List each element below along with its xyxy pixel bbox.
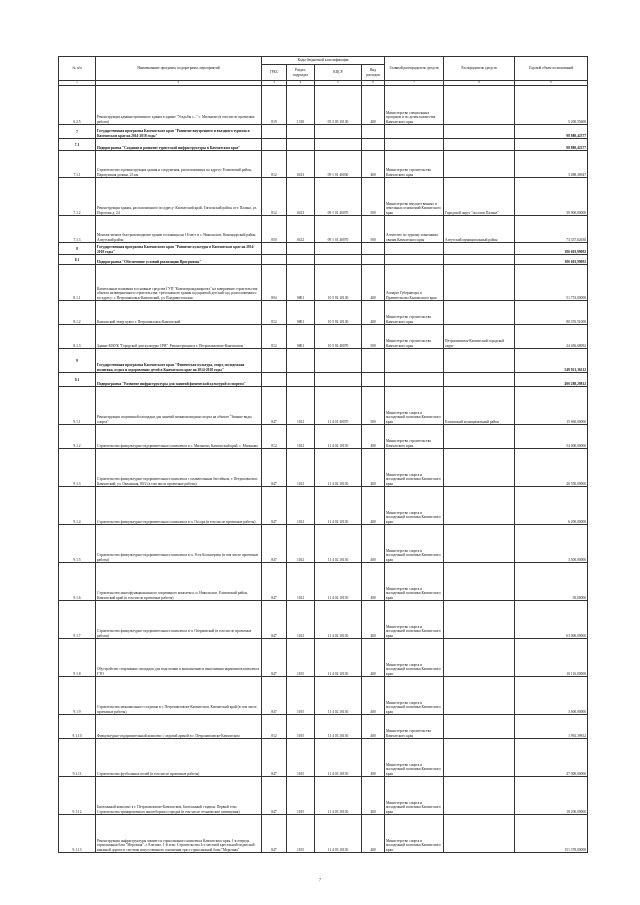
row-recipient <box>444 301 515 325</box>
row-name: Обустройство спортивных площадок для подготовки к выполнению и выполнения нормативов комплекса ГТО <box>96 639 262 677</box>
header-csr: КЦСР <box>315 65 362 81</box>
row-number: 8.1.1 <box>59 265 96 301</box>
row-number: 9.1.2 <box>59 425 96 449</box>
row-number: 7.1 <box>59 139 96 151</box>
row-main-manager: Министерство имущественных и земельных отношений Камчатского края <box>385 178 444 216</box>
row-main-manager: Министерство спорта и молодежной политики Камчатского края <box>385 739 444 777</box>
row-total: 1 992,39812 <box>515 715 588 739</box>
row-name: Камчатский театр кукол г. Петропавловск-Камчатский <box>96 301 262 325</box>
header-grbs: ГРБС <box>262 65 287 81</box>
table-row <box>59 139 588 151</box>
table-body <box>59 86 588 853</box>
row-vr: 400 <box>362 815 385 853</box>
row-csr: 11 4 02 10130 <box>315 677 362 715</box>
header-total: Годовой объем ассигнований <box>515 57 588 81</box>
row-grbs <box>262 139 287 151</box>
row-total: 73 357,02630 <box>515 216 588 243</box>
row-name: Государственная программа Камчатского края "Физическая культура, спорт, молодежная политика, отдых и оздоровление детей в Камчатском крае на 2014-2018 годы" <box>96 349 262 373</box>
row-total: 6 200,00000 <box>515 487 588 525</box>
row-grbs: 804 <box>262 265 287 301</box>
table-row <box>59 777 588 815</box>
row-grbs <box>262 349 287 373</box>
row-grbs: 847 <box>262 601 287 639</box>
row-grbs: 850 <box>262 216 287 243</box>
table-row <box>59 178 588 216</box>
row-total: 30 900,00000 <box>515 178 588 216</box>
row-grbs: 847 <box>262 639 287 677</box>
row-recipient <box>444 349 515 373</box>
row-name: Строительство физкультурно-оздоровительного комплекса в с. Мильково, Камчатский край, с. Мильково <box>96 425 262 449</box>
row-name: Строительство и реконструкция здания и сооружения, расположенных по адресу: Елизовский район, Паратунская долина, 23 км <box>96 151 262 178</box>
row-csr <box>315 139 362 151</box>
col-number: 6 <box>362 81 385 86</box>
row-number: 7.1.2 <box>59 178 96 216</box>
row-total: 490 288,29812 <box>515 373 588 387</box>
row-name: Подпрограмма "Обеспечение условий реализации Программы" <box>96 255 262 265</box>
row-vr: 400 <box>362 563 385 601</box>
row-number: 7 <box>59 125 96 139</box>
row-grbs: 847 <box>262 563 287 601</box>
row-csr: 11 4 03 10130 <box>315 777 362 815</box>
row-number: 7.1.1 <box>59 151 96 178</box>
row-vr: 400 <box>362 601 385 639</box>
row-name: Строительство физкультурно-оздоровительного комплекса в п. Усть-Большерецк (в том числе проектные работы) <box>96 525 262 563</box>
table-row <box>59 639 588 677</box>
row-recipient <box>444 715 515 739</box>
row-number: 9 <box>59 349 96 373</box>
row-csr: 10 5 02 10130 <box>315 301 362 325</box>
col-number: 4 <box>287 81 315 86</box>
row-main-manager: Министерство спорта и молодежной политики Камчатского края <box>385 815 444 853</box>
row-rzpr <box>287 139 315 151</box>
row-total: 47 000,00000 <box>515 739 588 777</box>
row-number: 9.1.13 <box>59 815 96 853</box>
row-grbs: 847 <box>262 449 287 487</box>
row-total: 15 660,00000 <box>515 387 588 425</box>
row-main-manager: Министерство строительства Камчатского края <box>385 325 444 349</box>
row-number: 9.1.10 <box>59 715 96 739</box>
row-number: 9.1.5 <box>59 525 96 563</box>
table-row <box>59 425 588 449</box>
row-csr: 11 4 02 10130 <box>315 449 362 487</box>
row-csr <box>315 255 362 265</box>
row-name: Монтаж-мелкое быстровозводимое здание гостиницы на 18 мест в с. Никольское, Командорский район, Алеутский район <box>96 216 262 243</box>
row-vr: 500 <box>362 216 385 243</box>
row-rzpr: 1105 <box>287 739 315 777</box>
table-row <box>59 563 588 601</box>
row-csr: 09 1 01 40030 <box>315 151 362 178</box>
row-rzpr: 0801 <box>287 265 315 301</box>
row-total: 3 500,00000 <box>515 525 588 563</box>
row-recipient <box>444 139 515 151</box>
row-recipient <box>444 739 515 777</box>
header-main-manager: Главный распорядитель средств <box>385 57 444 81</box>
row-recipient <box>444 151 515 178</box>
header-rzpr: Раздел, подраздел <box>287 65 315 81</box>
row-recipient <box>444 255 515 265</box>
row-rzpr: 0413 <box>287 178 315 216</box>
row-number: 9.1 <box>59 373 96 387</box>
row-main-manager: Министерство строительства Камчатского края <box>385 715 444 739</box>
table-row <box>59 86 588 125</box>
row-total: 24 456,68092 <box>515 325 588 349</box>
row-vr: 400 <box>362 777 385 815</box>
table-row <box>59 815 588 853</box>
col-number: 5 <box>315 81 362 86</box>
row-total: 80 476,51000 <box>515 301 588 325</box>
row-grbs: 812 <box>262 178 287 216</box>
row-grbs: 819 <box>262 86 287 125</box>
row-name: Государственная программа Камчатского края "Развитие внутреннего и въездного туризма в Камчатском крае на 2014-2018 годы" <box>96 125 262 139</box>
row-rzpr: 0801 <box>287 301 315 325</box>
row-recipient: Петропавловск-Камчатский городской округ <box>444 325 515 349</box>
row-vr: 400 <box>362 425 385 449</box>
table-row <box>59 677 588 715</box>
row-rzpr: 1105 <box>287 677 315 715</box>
row-grbs: 812 <box>262 325 287 349</box>
table-row <box>59 349 588 373</box>
table-row <box>59 265 588 301</box>
row-number: 9.1.8 <box>59 639 96 677</box>
row-csr <box>315 125 362 139</box>
row-csr: 11 4 02 10130 <box>315 563 362 601</box>
col-number: 8 <box>444 81 515 86</box>
row-rzpr <box>287 349 315 373</box>
row-name: Реконструкция спортивной площадки для занятий зимними видами спорта на объекте "Зимние виды спорта" <box>96 387 262 425</box>
table-row <box>59 151 588 178</box>
row-name: Подпрограмма "Создание и развитие туристской инфраструктуры в Камчатском крае" <box>96 139 262 151</box>
document-page <box>58 56 587 853</box>
row-csr: 11 4 03 10130 <box>315 739 362 777</box>
row-total: 186 603,99092 <box>515 255 588 265</box>
row-main-manager: Агентство по туризму и внешним связям Камчатского края <box>385 216 444 243</box>
row-main-manager: Министерство строительства Камчатского края <box>385 425 444 449</box>
row-recipient <box>444 487 515 525</box>
row-number: 9.1.12 <box>59 777 96 815</box>
row-name: Биатлонный комплекс в г. Петропавловске-Камчатском, Биатлонный стадион. Первый этап. Строительство тренировочного многоборного городка (в том числе технические помещения) <box>96 777 262 815</box>
row-csr: 11 4 03 10130 <box>315 815 362 853</box>
row-vr: 400 <box>362 301 385 325</box>
row-grbs <box>262 125 287 139</box>
row-vr <box>362 349 385 373</box>
row-csr <box>315 373 362 387</box>
row-number: 8.1.3 <box>59 325 96 349</box>
row-recipient: Елизовский муниципальный район <box>444 387 515 425</box>
row-total: 3 600,00000 <box>515 677 588 715</box>
row-recipient <box>444 563 515 601</box>
table-row <box>59 255 588 265</box>
row-vr <box>362 373 385 387</box>
row-number: 7.1.3 <box>59 216 96 243</box>
row-total: 54 000,00000 <box>515 425 588 449</box>
row-number: 9.1.9 <box>59 677 96 715</box>
row-recipient <box>444 86 515 125</box>
row-total: 3 488,36947 <box>515 151 588 178</box>
row-recipient <box>444 815 515 853</box>
row-vr: 400 <box>362 449 385 487</box>
row-number: 9.1.1 <box>59 387 96 425</box>
row-csr: 11 4 01 40070 <box>315 387 362 425</box>
table-row <box>59 301 588 325</box>
row-grbs: 847 <box>262 487 287 525</box>
row-csr: 05 3 05 10130 <box>315 86 362 125</box>
col-number: 7 <box>385 81 444 86</box>
row-number: 9.1.7 <box>59 601 96 639</box>
row-rzpr: 1105 <box>287 639 315 677</box>
header-no: № п/п <box>59 57 96 81</box>
row-csr: 10 5 02 10130 <box>315 265 362 301</box>
row-recipient <box>444 449 515 487</box>
row-total: 98 880,42377 <box>515 139 588 151</box>
header-recipient: Распорядитель средств <box>444 57 515 81</box>
page-number: 7 <box>319 877 321 882</box>
table-row <box>59 125 588 139</box>
header-vr: Вид расходов <box>362 65 385 81</box>
row-recipient <box>444 777 515 815</box>
row-rzpr: 1102 <box>287 387 315 425</box>
row-rzpr <box>287 243 315 255</box>
row-rzpr: 1105 <box>287 815 315 853</box>
row-vr: 500 <box>362 178 385 216</box>
row-vr <box>362 125 385 139</box>
table-row <box>59 739 588 777</box>
row-vr <box>362 255 385 265</box>
table-row <box>59 387 588 425</box>
row-rzpr: 1310 <box>287 86 315 125</box>
row-csr: 10 5 02 40070 <box>315 325 362 349</box>
row-name: Здание МАУК "Городской дом культуры СРВ". Реконструкция в г. Петропавловске-Камчатском <box>96 325 262 349</box>
row-vr: 400 <box>362 525 385 563</box>
row-name: Строительство физкультурно-оздоровительного комплекса с плавательным бассейном, г. Петропавловск-Камчатский, ул. Океанская, 80/2 (в том числе проектные работы) <box>96 449 262 487</box>
row-main-manager: Министерство спорта и молодежной политики Камчатского края <box>385 677 444 715</box>
row-recipient <box>444 373 515 387</box>
row-name: Реконструкция административного здания в здание "Усадьбы с..." с. Мильково (в том числе проектные работы) <box>96 86 262 125</box>
row-main-manager <box>385 373 444 387</box>
row-name: Реконструкция здания, расположенного по адресу: Камчатский край, Тигильский район, пгт. Палана, ул. Поротова д. 24 <box>96 178 262 216</box>
row-number: 9.1.3 <box>59 449 96 487</box>
row-main-manager <box>385 255 444 265</box>
row-vr: 400 <box>362 739 385 777</box>
row-number: 9.1.11 <box>59 739 96 777</box>
row-main-manager: Министерство строительства Камчатского края <box>385 151 444 178</box>
row-recipient <box>444 525 515 563</box>
row-grbs: 847 <box>262 777 287 815</box>
row-recipient <box>444 265 515 301</box>
row-csr: 11 4 03 10130 <box>315 715 362 739</box>
col-number: 1 <box>59 81 96 86</box>
row-grbs: 847 <box>262 525 287 563</box>
row-csr: 09 1 01 40070 <box>315 178 362 216</box>
row-vr: 400 <box>362 487 385 525</box>
row-grbs: 812 <box>262 715 287 739</box>
row-name: Капитальные вложения в основные средства ГУП "Камчатгражданпроект" на завершение строительства объекта незавершенного строительства: трехэтажного здания под краевой детский сад, расположенного по адресу: г. Петропавловск-Камчатский, ул. Владивостокская <box>96 265 262 301</box>
table-row <box>59 449 588 487</box>
row-main-manager: Министерство спорта и молодежной политики Камчатского края <box>385 639 444 677</box>
row-total: 5 200,55600 <box>515 86 588 125</box>
row-csr: 11 4 02 10130 <box>315 487 362 525</box>
row-grbs <box>262 243 287 255</box>
table-row <box>59 601 588 639</box>
row-number: 9.1.4 <box>59 487 96 525</box>
row-total: 548 921,36312 <box>515 349 588 373</box>
row-csr: 11 4 02 10130 <box>315 525 362 563</box>
col-number: 2 <box>96 81 262 86</box>
row-main-manager: Министерство спорта и молодежной политики Камчатского края <box>385 601 444 639</box>
table-row <box>59 243 588 255</box>
row-main-manager: Министерство спорта и молодежной политики Камчатского края <box>385 387 444 425</box>
row-main-manager: Министерство специальных программ и по делам казачества Камчатского края <box>385 86 444 125</box>
row-number: 8.1.2 <box>59 301 96 325</box>
header-codes-group: Коды бюджетной классификации <box>262 57 385 65</box>
row-main-manager <box>385 349 444 373</box>
row-rzpr: 0801 <box>287 325 315 349</box>
row-main-manager: Аппарат Губернатора и Правительства Камчатского края <box>385 265 444 301</box>
row-grbs: 812 <box>262 301 287 325</box>
row-vr: 400 <box>362 639 385 677</box>
table-row <box>59 487 588 525</box>
row-recipient <box>444 425 515 449</box>
row-rzpr: 0412 <box>287 216 315 243</box>
row-name: Строительство межшкольного стадиона в г. Петропавловске-Камчатском, Камчатский край (в том числе проектные работы) <box>96 677 262 715</box>
row-total: 63 000,00000 <box>515 601 588 639</box>
row-csr: 11 4 02 10130 <box>315 425 362 449</box>
row-recipient <box>444 677 515 715</box>
row-csr <box>315 349 362 373</box>
row-recipient <box>444 639 515 677</box>
row-total: 51 753,00000 <box>515 265 588 301</box>
row-rzpr <box>287 125 315 139</box>
row-grbs: 812 <box>262 151 287 178</box>
row-rzpr: 1105 <box>287 715 315 739</box>
row-rzpr: 1105 <box>287 777 315 815</box>
row-vr: 400 <box>362 151 385 178</box>
row-recipient <box>444 125 515 139</box>
row-grbs: 847 <box>262 739 287 777</box>
row-csr: 11 4 02 10130 <box>315 601 362 639</box>
table-row <box>59 373 588 387</box>
row-total: 151 378,00000 <box>515 815 588 853</box>
row-total: 186 603,99092 <box>515 243 588 255</box>
row-main-manager <box>385 125 444 139</box>
col-number: 9 <box>515 81 588 86</box>
row-total: 50,00000 <box>515 563 588 601</box>
row-rzpr: 1102 <box>287 449 315 487</box>
row-number: 9.1.6 <box>59 563 96 601</box>
row-vr <box>362 139 385 151</box>
row-number: 8 <box>59 243 96 255</box>
row-csr <box>315 243 362 255</box>
row-vr: 400 <box>362 86 385 125</box>
row-vr: 400 <box>362 677 385 715</box>
row-main-manager: Министерство строительства Камчатского края <box>385 301 444 325</box>
row-rzpr: 1102 <box>287 425 315 449</box>
row-grbs: 812 <box>262 425 287 449</box>
row-main-manager: Министерство спорта и молодежной политики Камчатского края <box>385 563 444 601</box>
row-vr: 500 <box>362 387 385 425</box>
table-row <box>59 216 588 243</box>
row-rzpr: 0413 <box>287 151 315 178</box>
row-main-manager: Министерство спорта и молодежной политики Камчатского края <box>385 449 444 487</box>
row-total: 46 550,00000 <box>515 449 588 487</box>
row-name: Государственная программа Камчатского края "Развитие культуры в Камчатском крае на 2014-2018 годы" <box>96 243 262 255</box>
row-total: 98 880,42377 <box>515 125 588 139</box>
row-grbs: 847 <box>262 677 287 715</box>
table-row <box>59 525 588 563</box>
row-grbs: 847 <box>262 387 287 425</box>
row-name: Строительство физкультурно-оздоровительного комплекса в п. Оссора (в том числе проектные работы) <box>96 487 262 525</box>
row-rzpr: 1102 <box>287 525 315 563</box>
row-name: Строительство футбольных полей (в том числе проектные работы) <box>96 739 262 777</box>
row-total: 10 116,00000 <box>515 639 588 677</box>
row-number: 8.1 <box>59 255 96 265</box>
row-rzpr: 1102 <box>287 487 315 525</box>
row-main-manager: Министерство спорта и молодежной политики Камчатского края <box>385 525 444 563</box>
row-grbs: 847 <box>262 815 287 853</box>
row-rzpr: 1102 <box>287 601 315 639</box>
row-main-manager: Министерство спорта и молодежной политики Камчатского края <box>385 487 444 525</box>
row-recipient <box>444 243 515 255</box>
row-grbs <box>262 255 287 265</box>
row-main-manager <box>385 243 444 255</box>
row-rzpr <box>287 373 315 387</box>
row-main-manager <box>385 139 444 151</box>
row-number: 6.2.5 <box>59 86 96 125</box>
row-vr <box>362 243 385 255</box>
table-row <box>59 325 588 349</box>
row-name: Физкультурно-оздоровительный комплекс с ледовой ареной в г. Петропавловске-Камчатском <box>96 715 262 739</box>
header-name: Наименование программ, подпрограмм, мероприятий <box>96 57 262 81</box>
row-vr: 500 <box>362 325 385 349</box>
row-rzpr <box>287 255 315 265</box>
row-csr: 09 1 01 40070 <box>315 216 362 243</box>
row-recipient: Городской округ "поселок Палана" <box>444 178 515 216</box>
row-rzpr: 1102 <box>287 563 315 601</box>
row-name: Строительство физкультурно-оздоровительного комплекса в п. Озерновский (в том числе проектные работы) <box>96 601 262 639</box>
row-total: 18 200,00000 <box>515 777 588 815</box>
row-name: Строительство многофункционального спортивного комплекса, п. Никольское, Елизовский район, Камчатский край (в том числе проектные работы) <box>96 563 262 601</box>
table-row <box>59 715 588 739</box>
row-recipient <box>444 601 515 639</box>
row-grbs <box>262 373 287 387</box>
row-name: Подпрограмма "Развитие инфраструктуры для занятий физической культурой и спортом" <box>96 373 262 387</box>
row-vr: 400 <box>362 715 385 739</box>
row-csr: 11 4 02 10130 <box>315 639 362 677</box>
row-main-manager: Министерство спорта и молодежной политики Камчатского края <box>385 777 444 815</box>
budget-table <box>58 56 588 853</box>
col-number: 3 <box>262 81 287 86</box>
row-vr: 400 <box>362 265 385 301</box>
row-recipient: Алеутский муниципальный район <box>444 216 515 243</box>
row-name: Реконструкция инфраструктуры зимнего и горнолыжного комплекса Камчатского края. 1-я очередь горнолыжная база "Морозная", г. Елизово. 1-й этап. Строительство 4-х местной кресельной подвесной канатной дороги и системы искусственного оснежения трасс горнолыжной базы "Морозная" <box>96 815 262 853</box>
